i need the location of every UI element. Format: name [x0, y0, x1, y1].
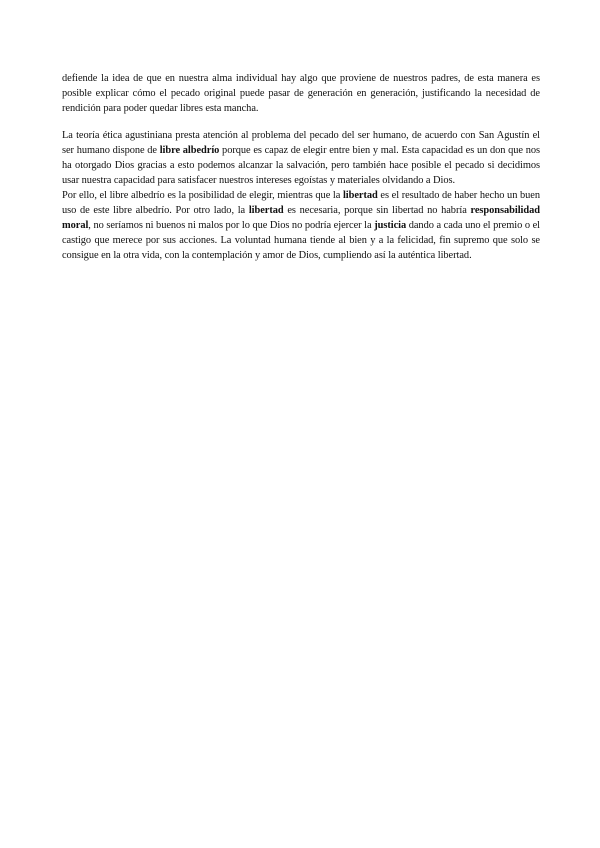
paragraph-3-bold-term-libertad-2: libertad — [248, 205, 284, 216]
paragraph-3-text-1: Por ello, el libre albedrío es la posibilidad de elegir, mientras que la — [62, 190, 343, 201]
paragraph-2-text-2: porque es capaz de elegir entre bien y mal. Esta capacidad es un don que nos ha otorgado Dios gracias a esto podemos alcanzar la salvación, pero también hace posible el pecado si decidimos usar nuestra capacidad para satisfacer nuestros intereses egoístas y materiales olvidando a Dios. — [62, 145, 540, 186]
paragraph-3-text-2: es el resultado de haber hecho un buen uso de este libre albedrío. Por otro lado, la — [62, 190, 540, 216]
paragraph-2-bold-term-libre-albedrio: libre albedrío — [159, 145, 220, 156]
paragraph-2-text-1: La teoría ética agustiniana presta atención al problema del pecado del ser humano, de acuerdo con San Agustín el ser humano dispone de — [62, 130, 540, 156]
paragraph-2 — [62, 128, 540, 188]
document-body — [62, 71, 540, 263]
paragraph-3-text-5: dando a cada uno el premio o el castigo que merece por sus acciones. La voluntad humana tiende al bien y a la felicidad, fin supremo que solo se consigue en la otra vida, con la contemplación y amor de Dios, cumpliendo así la auténtica libertad. — [62, 220, 540, 261]
paragraph-1 — [62, 71, 540, 116]
paragraph-3 — [62, 188, 540, 263]
paragraph-3-text-4: , no seríamos ni buenos ni malos por lo que Dios no podría ejercer la — [88, 220, 375, 231]
paragraph-3-bold-term-justicia: justicia — [374, 220, 407, 231]
paragraph-1-text: defiende la idea de que en nuestra alma individual hay algo que proviene de nuestros padres, de esta manera es posible explicar cómo el pecado original puede pasar de generación en generación, justificando la necesidad de rendición para poder quedar libres esta mancha. — [62, 73, 540, 114]
paragraph-3-bold-term-libertad-1: libertad — [342, 190, 378, 201]
paragraph-3-bold-term-responsabilidad-moral: responsabilidad moral — [62, 205, 540, 231]
paragraph-3-text-3: es necesaria, porque sin libertad no habría — [283, 205, 471, 216]
